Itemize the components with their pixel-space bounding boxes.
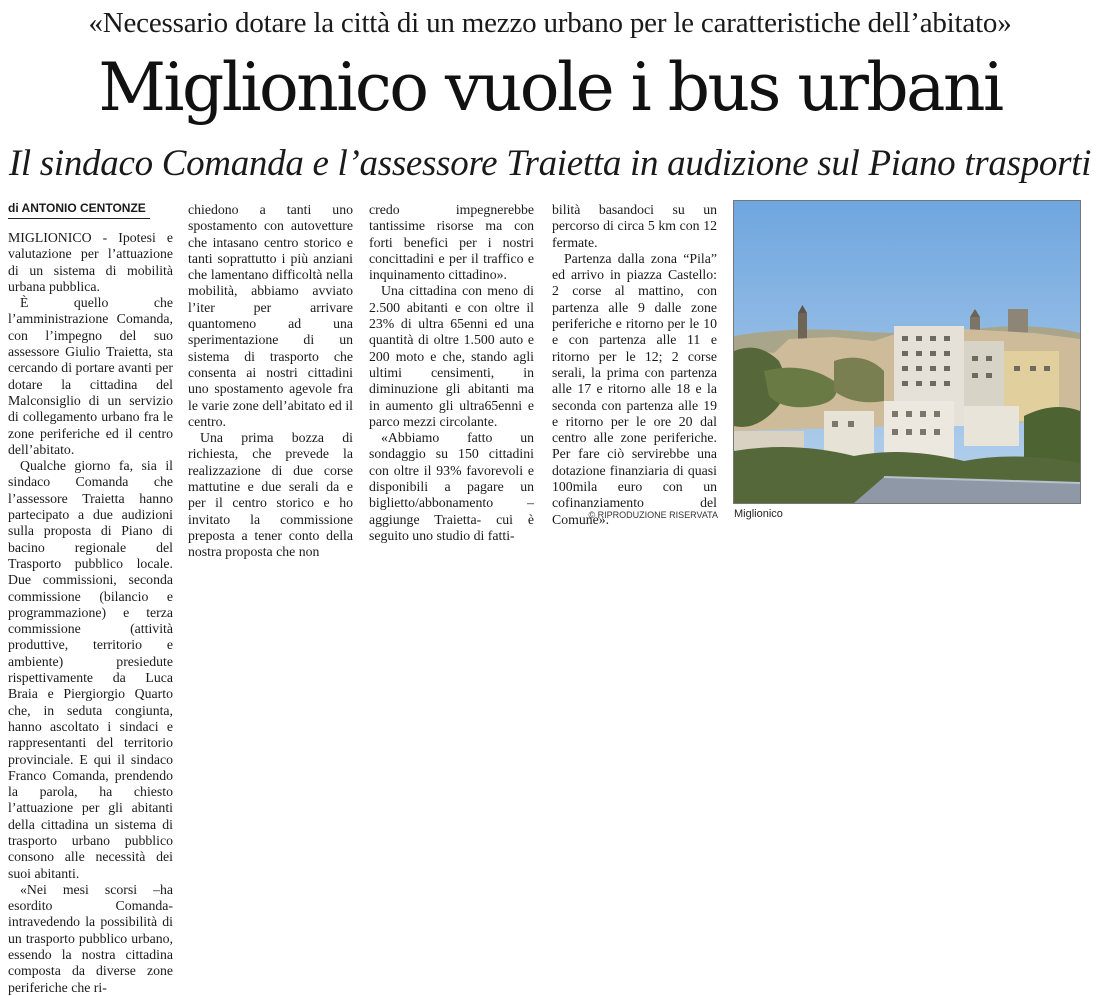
article-column-2 (188, 202, 353, 561)
paragraph: «Abbiamo fatto un sondaggio su 150 cittadini con oltre il 93% favorevoli e disponibili a pagare un biglietto/abbonamento –aggiunge Traietta- cui è seguito uno studio di fatti- (369, 430, 534, 543)
paragraph: credo impegnerebbe tantissime risorse ma con forti benefici per i nostri concittadini e per il traffico e inquinamento cittadino». (369, 202, 534, 283)
town-photo (733, 200, 1081, 504)
paragraph: Qualche giorno fa, sia il sindaco Comanda che l’assessore Traietta hanno partecipato a due audizioni sulla proposta di Piano di bacino regionale del Trasporto pubblico locale. Due commissioni, seconda commissione (bilancio e programmazione) e terza commissione (attività produttive, territorio e ambiente) presiedute rispettivamente da Luca Braia e Piergiorgio Quarto che, in seduta congiunta, hanno ascoltato i sindaci e rappresentanti del territorio provinciale. E qui il sindaco Franco Comanda, prendendo la parola, ha chiesto l’attuazione per gli abitanti della cittadina un sistema di trasporto urbano pubblico consono alle necessità dei suoi abitanti. (8, 458, 173, 881)
photo-caption: Miglionico (734, 508, 783, 520)
bell-tower (798, 313, 807, 339)
byline: di ANTONIO CENTONZE (8, 200, 150, 219)
headline: Miglionico vuole i bus urbani (98, 49, 1002, 126)
paragraph: Partenza dalla zona “Pila” ed arrivo in piazza Castello: 2 corse al mattino, con partenza alle 9 dalle zone periferiche e ritorno per le 10 e con partenza alle 11 e ritorno per le 12; 2 corse serali, la prima con partenza alle 17 e ritorno alle 18 e la seconda con partenza alle 19 e ritorno per le ore 20 dal centro alle zone periferiche. Per fare ciò servirebbe una dotazione finanziaria di quasi 100mila euro con un cofinanziamento del Comune». (552, 250, 717, 527)
copyright-notice: © RIPRODUZIONE RISERVATA (588, 510, 718, 520)
paragraph: MIGLIONICO - Ipotesi e valutazione per l’attuazione di un sistema di mobilità urbana pubblica. (8, 230, 173, 294)
kicker: «Necessario dotare la città di un mezzo urbano per le caratteristiche dell’abitato» (88, 7, 1012, 39)
paragraph: Una prima bozza di richiesta, che prevede la realizzazione di due corse mattutine e due serali da e per il centro storico e ho invitato la commissione preposta a tener conto della nostra proposta che non (188, 430, 353, 560)
article-column-3 (369, 202, 534, 544)
paragraph: bilità basandoci su un percorso di circa 5 km con 12 fermate. (552, 202, 717, 250)
paragraph: Una cittadina con meno di 2.500 abitanti e con oltre il 23% di ultra 65enni ed una quantità di oltre 1.500 auto e 200 moto e che, stando agli ultimi censimenti, in diminuzione gli abitanti ma in aumento gli ultra65enni e parco mezzi circolante. (369, 283, 534, 429)
subheadline: Il sindaco Comanda e l’assessore Traietta in audizione sul Piano trasporti (8, 143, 1092, 184)
paragraph: È quello che l’amministrazione Comanda, con l’impegno del suo assessore Giulio Traietta, sta cercando di portare avanti per dotare la cittadina del Malconsiglio di un servizio di collegamento urbano fra le zone periferiche ed il centro dell’abitato. (8, 295, 173, 457)
article-column-4 (552, 202, 717, 528)
paragraph: «Nei mesi scorsi –ha esordito Comanda- intravedendo la possibilità di un trasporto pubblico urbano, essendo la nostra cittadina composta da diverse zone periferiche che ri- (8, 881, 173, 995)
paragraph: chiedono a tanti uno spostamento con autovetture che intasano centro storico e tanti soprattutto i più anziani che lamentano difficoltà nella mobilità, abbiamo avviato l’iter per arrivare quantomeno ad una sperimentazione di un sistema di trasporto che consenta ai nostri cittadini uno spostamento agevole fra le varie zone dell’abitato ed il centro. (188, 202, 353, 429)
article-column-1 (8, 230, 173, 996)
town-photo-illustration (734, 201, 1080, 503)
